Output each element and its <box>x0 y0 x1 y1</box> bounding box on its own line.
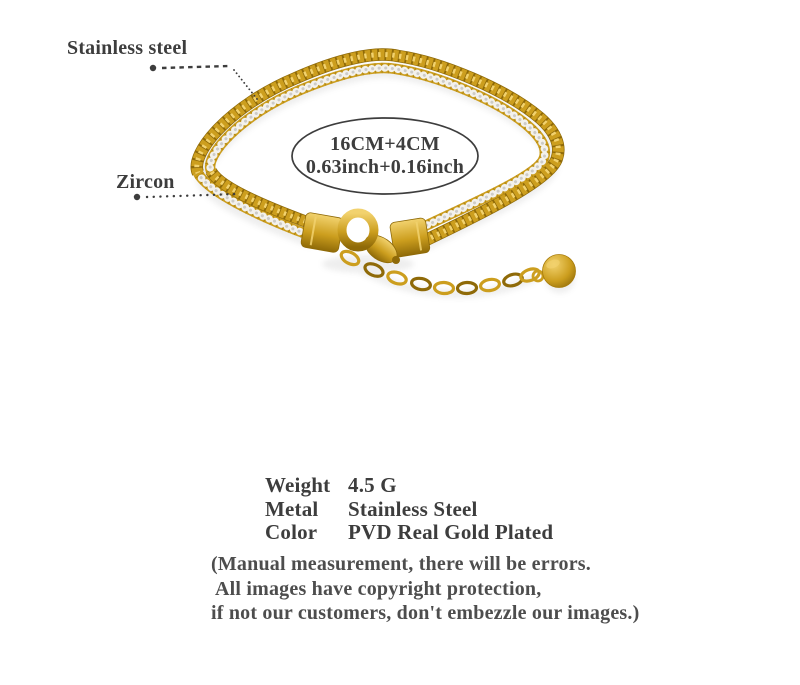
spec-row-metal <box>265 498 553 522</box>
spec-label: Weight <box>265 473 331 497</box>
spec-row-weight <box>265 474 553 498</box>
spec-value: PVD Real Gold Plated <box>348 520 554 544</box>
spec-value: 4.5 G <box>348 473 397 497</box>
spec-label: Color <box>265 520 318 544</box>
disclaimer-text <box>211 552 639 626</box>
stainless-steel-label: Stainless steel <box>67 37 188 59</box>
spec-label: Metal <box>265 496 319 521</box>
logo-disc-charm <box>543 255 576 288</box>
left-box-connector <box>300 212 344 253</box>
zircon-label: Zircon <box>116 171 175 193</box>
spec-row-color <box>265 521 553 545</box>
disclaimer-line: if not our customers, don't embezzle our images.) <box>211 602 640 624</box>
spec-table <box>265 474 553 545</box>
stainless-steel-leader-line <box>150 65 257 99</box>
size-callout-text <box>285 133 485 179</box>
leader-dot <box>134 194 140 200</box>
size-inch: 0.63inch+0.16inch <box>305 156 465 178</box>
disclaimer-line: All images have copyright protection, <box>215 577 542 600</box>
spec-value: Stainless Steel <box>348 496 478 521</box>
disclaimer-line: (Manual measurement, there will be errors. <box>211 553 591 575</box>
size-cm: 16CM+4CM <box>330 133 440 155</box>
leader-dot <box>150 65 156 71</box>
